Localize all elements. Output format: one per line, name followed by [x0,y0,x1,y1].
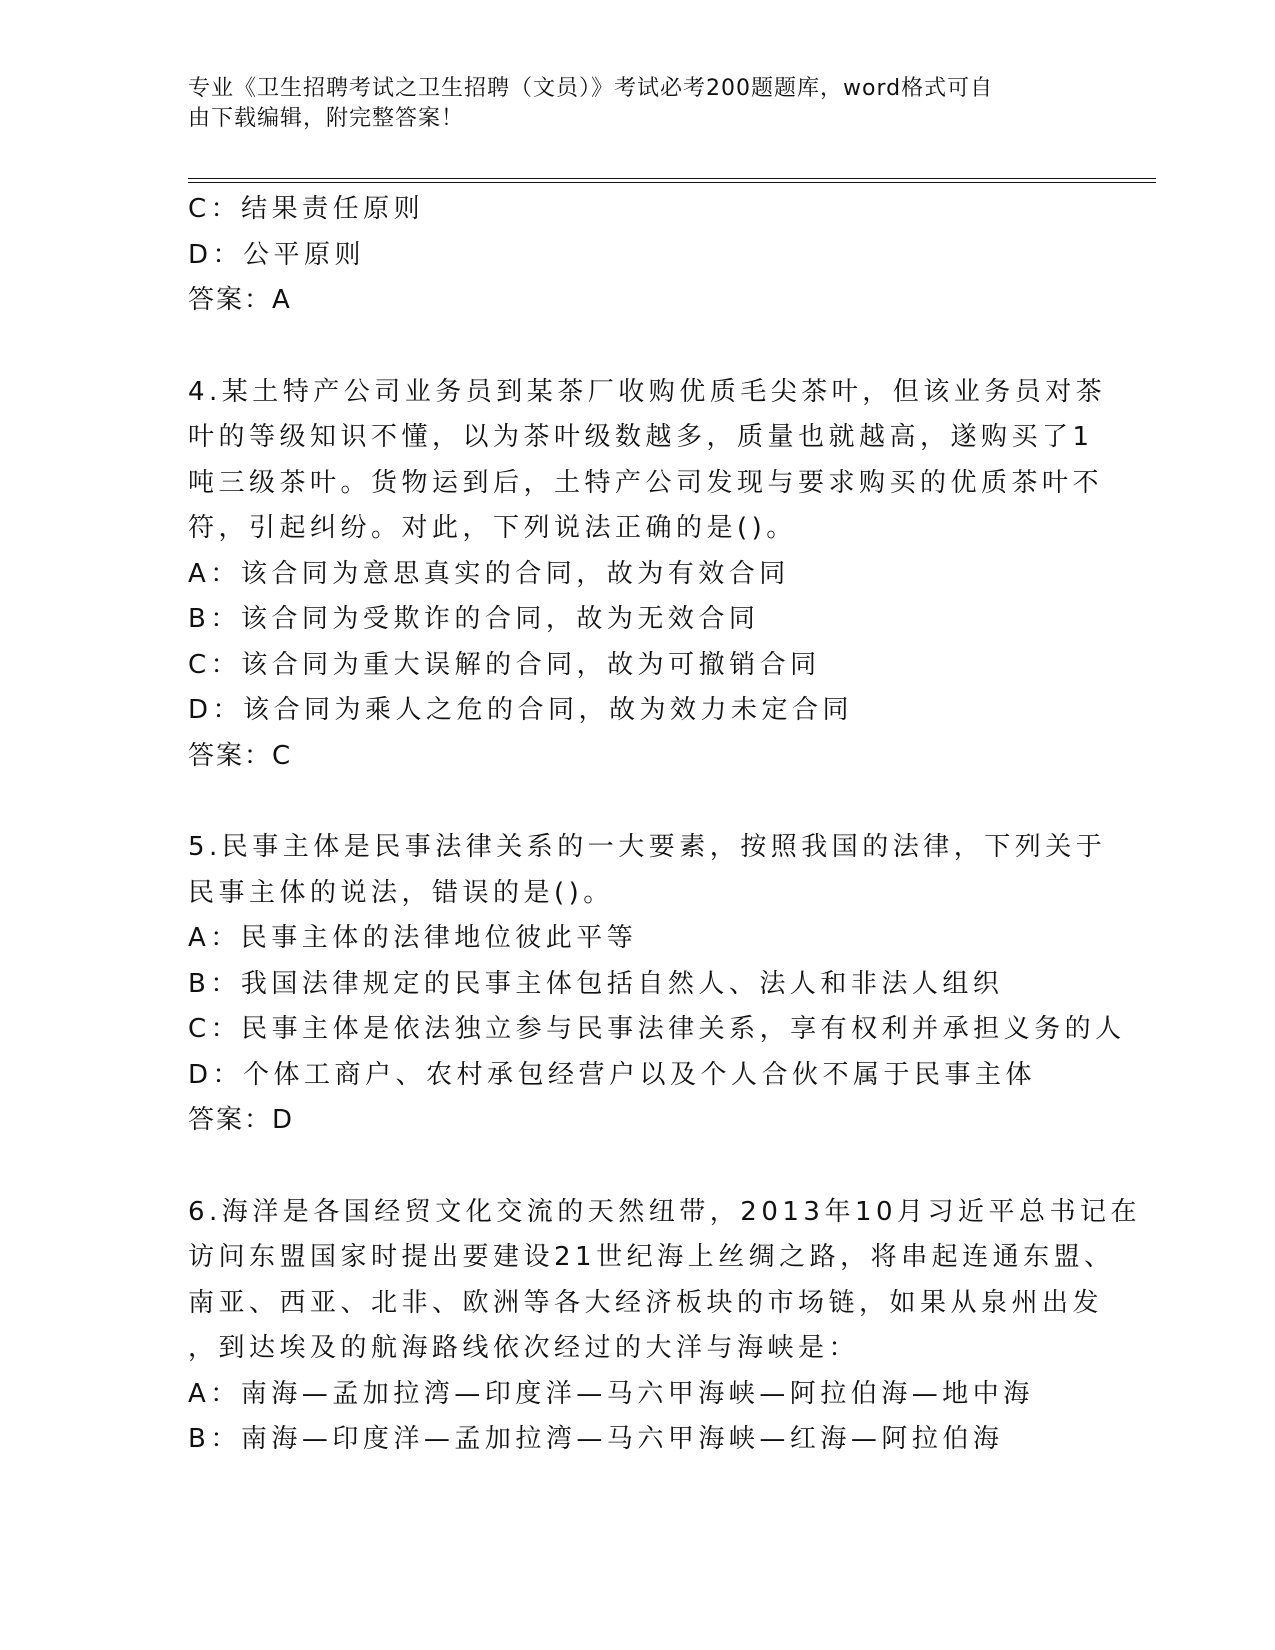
question-stem-line: 民事主体的说法，错误的是()。 [188,877,614,908]
option-c: C：该合同为重大误解的合同，故为可撤销合同 [188,649,821,680]
spacer [188,324,1088,370]
spacer [188,1144,1088,1190]
option-b: B：该合同为受欺诈的合同，故为无效合同 [188,604,760,634]
option-b: B：南海—印度洋—孟加拉湾—马六甲海峡—红海—阿拉伯海 [188,1424,1004,1454]
question-stem-line: 5.民事主体是民事法律关系的一大要素，按照我国的法律，下列关于 [188,832,1107,862]
question-6 [188,1190,1142,1463]
spacer [188,779,1088,825]
question-stem-line: 吨三级茶叶。货物运到后，土特产公司发现与要求购买的优质茶叶不 [188,467,1104,498]
question-stem-line: 符，引起纠纷。对此，下列说法正确的是()。 [188,513,797,543]
page-header [188,74,1068,134]
question-stem-line: 6.海洋是各国经贸文化交流的天然纽带，2013年10月习近平总书记在 [188,1196,1142,1227]
question-stem-line: 南亚、西亚、北非、欧洲等各大经济板块的市场链，如果从泉州出发 [188,1287,1104,1318]
question-stem-line: 访问东盟国家时提出要建设21世纪海上丝绸之路，将串起连通东盟、 [188,1242,1115,1272]
option-d: D：公平原则 [188,239,366,270]
header-divider [188,178,1156,183]
header-line-1: 专业《卫生招聘考试之卫生招聘（文员）》考试必考200题题库，word格式可自 [188,76,994,101]
document-body [188,187,1142,1463]
answer-line: 答案：D [188,1105,295,1135]
answer-line: 答案：A [188,285,292,315]
header-line-2: 由下载编辑，附完整答案！ [188,106,465,131]
question-stem-line: 叶的等级知识不懂，以为茶叶级数越多，质量也就越高，遂购买了1 [188,422,1094,452]
question-stem-line: ，到达埃及的航海路线依次经过的大洋与海峡是： [188,1333,860,1363]
question-5 [188,825,1126,1144]
option-d: D：个体工商户、农村承包经营户以及个人合伙不属于民事主体 [188,1059,1037,1090]
option-a: A：该合同为意思真实的合同，故为有效合同 [188,558,790,589]
answer-line: 答案：C [188,740,293,771]
option-b: B：我国法律规定的民事主体包括自然人、法人和非法人组织 [188,968,1004,999]
question-3-continued [188,187,1088,324]
question-stem-line: 4.某土特产公司业务员到某茶厂收购优质毛尖茶叶，但该业务员对茶 [188,376,1107,407]
option-a: A：民事主体的法律地位彼此平等 [188,923,638,953]
question-4 [188,370,1107,780]
option-a: A：南海—孟加拉湾—印度洋—马六甲海峡—阿拉伯海—地中海 [188,1378,1034,1409]
option-c: C：民事主体是依法独立参与民事法律关系，享有权利并承担义务的人 [188,1014,1126,1044]
option-d: D：该合同为乘人之危的合同，故为效力未定合同 [188,695,854,725]
option-c: C：结果责任原则 [188,194,425,224]
